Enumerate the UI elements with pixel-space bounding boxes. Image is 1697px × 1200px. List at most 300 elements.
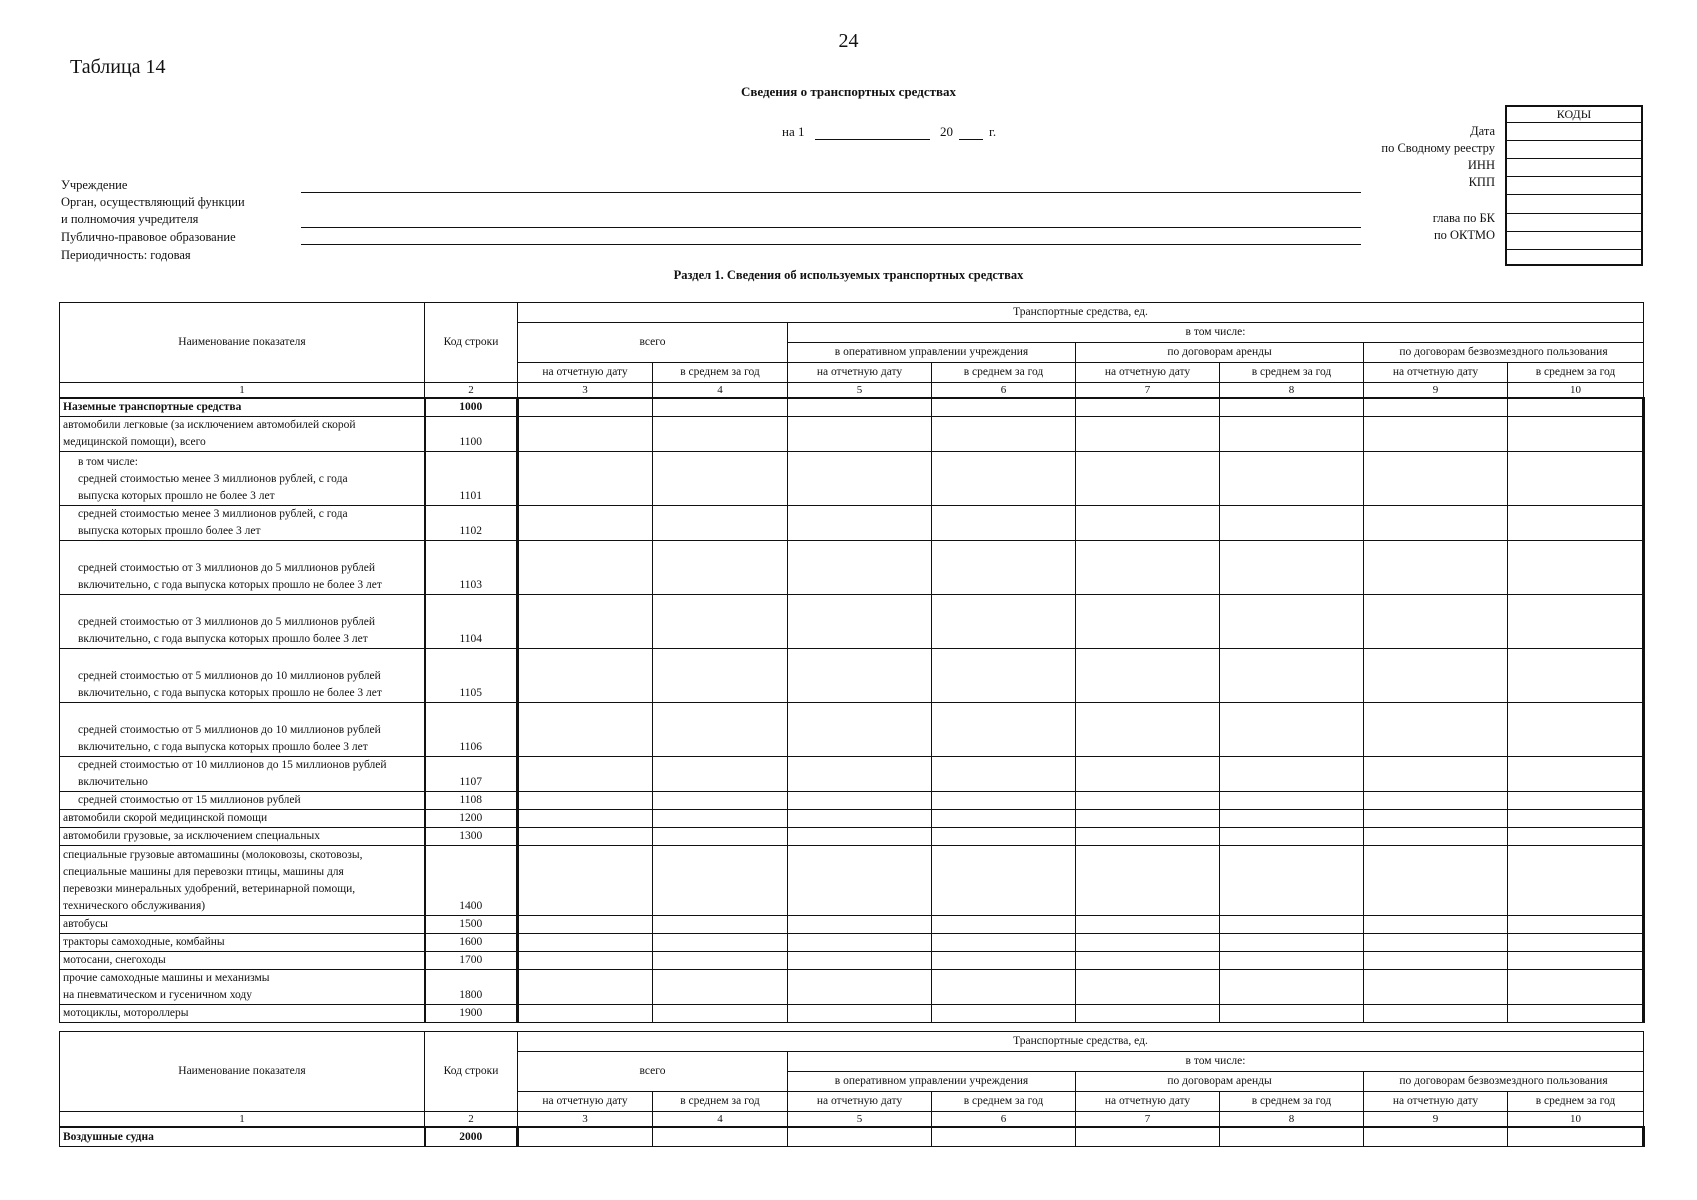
row-name-line: перевозки минеральных удобрений, ветеринарной помощи, <box>63 883 356 895</box>
row-name <box>60 417 425 452</box>
data-cell-col-7[interactable] <box>1076 541 1220 595</box>
data-cell-col-4[interactable] <box>653 846 788 916</box>
data-cell-col-6[interactable] <box>932 703 1076 757</box>
data-cell-col-8[interactable] <box>1220 1005 1364 1023</box>
row-name-line: включительно, с года выпуска которых прошло более 3 лет <box>78 633 368 645</box>
data-cell-col-7[interactable] <box>1076 810 1220 828</box>
data-cell-col-8[interactable] <box>1220 595 1364 649</box>
free-use-header: по договорам безвозмездного пользования <box>1364 343 1644 363</box>
aircraft-subheader-col-9: на отчетную дату <box>1364 1092 1508 1112</box>
data-cell-col-6[interactable] <box>932 757 1076 792</box>
row-code: 1104 <box>425 595 518 649</box>
aircraft-total-header: всего <box>518 1052 788 1092</box>
data-cell-col-4[interactable] <box>653 649 788 703</box>
codes-header: КОДЫ <box>1507 107 1641 123</box>
data-cell-col-4[interactable] <box>653 1127 788 1146</box>
data-cell-col-3[interactable] <box>518 506 653 541</box>
operational-header: в оперативном управлении учреждения <box>788 343 1076 363</box>
data-cell-col-8[interactable] <box>1220 792 1364 810</box>
row-code: 1103 <box>425 541 518 595</box>
row-code: 1102 <box>425 506 518 541</box>
data-cell-col-10[interactable] <box>1508 934 1644 952</box>
row-name-line: выпуска которых прошло более 3 лет <box>78 525 261 537</box>
data-cell-col-3[interactable] <box>518 398 653 417</box>
data-cell-col-8[interactable] <box>1220 757 1364 792</box>
table-row <box>60 541 1644 595</box>
table-row <box>60 398 1644 417</box>
data-cell-col-4[interactable] <box>653 506 788 541</box>
data-cell-col-3[interactable] <box>518 846 653 916</box>
data-cell-col-8[interactable] <box>1220 828 1364 846</box>
data-cell-col-10[interactable] <box>1508 417 1644 452</box>
data-cell-col-7[interactable] <box>1076 703 1220 757</box>
row-name-line: тракторы самоходные, комбайны <box>63 936 225 948</box>
data-cell-col-4[interactable] <box>653 541 788 595</box>
institution-field[interactable] <box>301 192 1361 193</box>
data-cell-col-6[interactable] <box>932 595 1076 649</box>
row-code: 1107 <box>425 757 518 792</box>
codes-cell-bk[interactable] <box>1507 214 1641 232</box>
data-cell-col-10[interactable] <box>1508 452 1644 506</box>
data-cell-col-10[interactable] <box>1508 810 1644 828</box>
data-cell-col-4[interactable] <box>653 757 788 792</box>
row-name-line: средней стоимостью от 3 миллионов до 5 миллионов рублей <box>78 616 376 628</box>
aircraft-subheader-col-4: в среднем за год <box>653 1092 788 1112</box>
data-cell-col-8[interactable] <box>1220 846 1364 916</box>
aircraft-row-code-header: Код строки <box>425 1032 518 1112</box>
row-name-line: мотосани, снегоходы <box>63 954 166 966</box>
col-number-8: 8 <box>1220 383 1364 399</box>
data-cell-col-7[interactable] <box>1076 595 1220 649</box>
data-cell-col-7[interactable] <box>1076 398 1220 417</box>
row-name-line: мотоциклы, мотороллеры <box>63 1007 189 1019</box>
data-cell-col-3[interactable] <box>518 595 653 649</box>
row-name <box>60 757 425 792</box>
data-cell-col-5[interactable] <box>788 595 932 649</box>
codes-label-bk: глава по БК <box>1432 211 1495 225</box>
col-number-10: 10 <box>1508 383 1644 399</box>
row-code: 1100 <box>425 417 518 452</box>
row-code: 2000 <box>425 1127 518 1146</box>
data-cell-col-9[interactable] <box>1364 595 1508 649</box>
data-cell-col-6[interactable] <box>932 828 1076 846</box>
row-code: 1300 <box>425 828 518 846</box>
data-cell-col-9[interactable] <box>1364 452 1508 506</box>
data-cell-col-6[interactable] <box>932 452 1076 506</box>
data-cell-col-3[interactable] <box>518 792 653 810</box>
row-code: 1200 <box>425 810 518 828</box>
data-cell-col-10[interactable] <box>1508 595 1644 649</box>
codes-cell-extra[interactable] <box>1507 250 1641 264</box>
row-code: 1101 <box>425 452 518 506</box>
data-cell-col-6[interactable] <box>932 649 1076 703</box>
data-cell-col-7[interactable] <box>1076 952 1220 970</box>
row-name-line: автомобили скорой медицинской помощи <box>63 812 268 824</box>
data-cell-col-5[interactable] <box>788 649 932 703</box>
data-cell-col-7[interactable] <box>1076 417 1220 452</box>
data-cell-col-9[interactable] <box>1364 952 1508 970</box>
data-cell-col-3[interactable] <box>518 952 653 970</box>
data-cell-col-10[interactable] <box>1508 506 1644 541</box>
data-cell-col-6[interactable] <box>932 792 1076 810</box>
data-cell-col-6[interactable] <box>932 846 1076 916</box>
row-name <box>60 846 425 916</box>
data-cell-col-3[interactable] <box>518 541 653 595</box>
data-cell-col-10[interactable] <box>1508 541 1644 595</box>
page-number: 24 <box>838 30 859 52</box>
aircraft-col-number-3: 3 <box>518 1112 653 1128</box>
aircraft-including-header: в том числе: <box>788 1052 1644 1072</box>
data-cell-col-9[interactable] <box>1364 649 1508 703</box>
data-cell-col-6[interactable] <box>932 417 1076 452</box>
data-cell-col-9[interactable] <box>1364 398 1508 417</box>
table-label: Таблица 14 <box>70 56 166 78</box>
data-cell-col-7[interactable] <box>1076 828 1220 846</box>
row-code: 1000 <box>425 398 518 417</box>
data-cell-col-10[interactable] <box>1508 792 1644 810</box>
row-name-line: включительно, с года выпуска которых прошло не более 3 лет <box>78 579 382 591</box>
codes-label-kpp: КПП <box>1468 175 1495 189</box>
data-cell-col-4[interactable] <box>653 1005 788 1023</box>
data-cell-col-3[interactable] <box>518 916 653 934</box>
data-cell-col-5[interactable] <box>788 952 932 970</box>
date-year-prefix: 20 <box>940 124 953 139</box>
table-row <box>60 916 1644 934</box>
public-entity-label: Публично-правовое образование <box>61 230 236 244</box>
row-code: 1105 <box>425 649 518 703</box>
data-cell-col-7[interactable] <box>1076 970 1220 1005</box>
data-cell-col-8[interactable] <box>1220 1127 1364 1146</box>
data-cell-col-8[interactable] <box>1220 703 1364 757</box>
data-cell-col-9[interactable] <box>1364 916 1508 934</box>
row-name-line: средней стоимостью от 3 миллионов до 5 миллионов рублей <box>78 562 376 574</box>
data-cell-col-4[interactable] <box>653 916 788 934</box>
aircraft-table <box>59 1031 1645 1147</box>
data-cell-col-10[interactable] <box>1508 970 1644 1005</box>
row-name-line: автомобили легковые (за исключением автомобилей скорой <box>63 419 356 431</box>
table-row <box>60 810 1644 828</box>
data-cell-col-8[interactable] <box>1220 541 1364 595</box>
data-cell-col-6[interactable] <box>932 952 1076 970</box>
aircraft-subheader-col-6: в среднем за год <box>932 1092 1076 1112</box>
data-cell-col-5[interactable] <box>788 757 932 792</box>
row-name <box>60 1005 425 1023</box>
col-number-4: 4 <box>653 383 788 399</box>
data-cell-col-7[interactable] <box>1076 506 1220 541</box>
data-cell-col-5[interactable] <box>788 398 932 417</box>
data-cell-col-7[interactable] <box>1076 649 1220 703</box>
aircraft-col-number-9: 9 <box>1364 1112 1508 1128</box>
subheader-col-3: на отчетную дату <box>518 363 653 383</box>
row-name-line: Воздушные судна <box>63 1130 154 1143</box>
aircraft-col-number-5: 5 <box>788 1112 932 1128</box>
data-cell-col-9[interactable] <box>1364 541 1508 595</box>
subheader-col-8: в среднем за год <box>1220 363 1364 383</box>
row-name <box>60 595 425 649</box>
date-year-field[interactable] <box>959 139 983 140</box>
data-cell-col-3[interactable] <box>518 417 653 452</box>
aircraft-subheader-col-3: на отчетную дату <box>518 1092 653 1112</box>
data-cell-col-4[interactable] <box>653 934 788 952</box>
col-number-5: 5 <box>788 383 932 399</box>
data-cell-col-3[interactable] <box>518 810 653 828</box>
data-cell-col-4[interactable] <box>653 595 788 649</box>
date-prefix: на 1 <box>782 124 805 139</box>
row-name-line: в том числе: <box>78 456 138 468</box>
data-cell-col-10[interactable] <box>1508 846 1644 916</box>
data-cell-col-5[interactable] <box>788 452 932 506</box>
data-cell-col-9[interactable] <box>1364 828 1508 846</box>
codes-cell-oktmo[interactable] <box>1507 232 1641 250</box>
row-code: 1700 <box>425 952 518 970</box>
row-code: 1108 <box>425 792 518 810</box>
data-cell-col-10[interactable] <box>1508 398 1644 417</box>
data-cell-col-9[interactable] <box>1364 1127 1508 1146</box>
codes-cell-inn[interactable] <box>1507 159 1641 177</box>
row-name-line: автобусы <box>63 918 108 930</box>
subheader-col-10: в среднем за год <box>1508 363 1644 383</box>
data-cell-col-5[interactable] <box>788 970 932 1005</box>
row-name-line: включительно, с года выпуска которых прошло не более 3 лет <box>78 687 382 699</box>
codes-label-registry: по Сводному реестру <box>1381 141 1495 155</box>
total-header: всего <box>518 323 788 363</box>
col-number-1: 1 <box>60 383 425 399</box>
subheader-col-6: в среднем за год <box>932 363 1076 383</box>
data-cell-col-7[interactable] <box>1076 846 1220 916</box>
row-name <box>60 792 425 810</box>
aircraft-indicator-header: Наименование показателя <box>60 1032 425 1112</box>
data-cell-col-4[interactable] <box>653 828 788 846</box>
data-cell-col-9[interactable] <box>1364 757 1508 792</box>
data-cell-col-3[interactable] <box>518 1005 653 1023</box>
codes-cell-date[interactable] <box>1507 123 1641 141</box>
aircraft-free-use-header: по договорам безвозмездного пользования <box>1364 1072 1644 1092</box>
data-cell-col-4[interactable] <box>653 452 788 506</box>
data-cell-col-6[interactable] <box>932 398 1076 417</box>
codes-label-oktmo: по ОКТМО <box>1433 228 1495 242</box>
data-cell-col-8[interactable] <box>1220 452 1364 506</box>
data-cell-col-9[interactable] <box>1364 417 1508 452</box>
periodicity-label: Периодичность: годовая <box>61 248 191 262</box>
row-name <box>60 703 425 757</box>
date-day-field[interactable] <box>815 139 930 140</box>
aircraft-lease-header: по договорам аренды <box>1076 1072 1364 1092</box>
row-name <box>60 398 425 417</box>
aircraft-subheader-col-7: на отчетную дату <box>1076 1092 1220 1112</box>
data-cell-col-5[interactable] <box>788 1127 932 1146</box>
row-name-line: средней стоимостью от 10 миллионов до 15 миллионов рублей <box>78 759 387 771</box>
subheader-col-4: в среднем за год <box>653 363 788 383</box>
data-cell-col-6[interactable] <box>932 916 1076 934</box>
row-name <box>60 506 425 541</box>
row-code: 1400 <box>425 846 518 916</box>
data-cell-col-8[interactable] <box>1220 398 1364 417</box>
subheader-col-9: на отчетную дату <box>1364 363 1508 383</box>
data-cell-col-6[interactable] <box>932 1005 1076 1023</box>
table-row <box>60 792 1644 810</box>
aircraft-col-number-7: 7 <box>1076 1112 1220 1128</box>
row-name <box>60 452 425 506</box>
aircraft-col-number-8: 8 <box>1220 1112 1364 1128</box>
data-cell-col-8[interactable] <box>1220 649 1364 703</box>
data-cell-col-9[interactable] <box>1364 846 1508 916</box>
data-cell-col-10[interactable] <box>1508 952 1644 970</box>
table-row <box>60 846 1644 916</box>
aircraft-col-number-6: 6 <box>932 1112 1076 1128</box>
data-cell-col-7[interactable] <box>1076 916 1220 934</box>
codes-cell-kpp[interactable] <box>1507 177 1641 195</box>
public-entity-field[interactable] <box>301 244 1361 245</box>
row-name <box>60 828 425 846</box>
row-name-line: технического обслуживания) <box>63 900 206 912</box>
subheader-col-7: на отчетную дату <box>1076 363 1220 383</box>
data-cell-col-5[interactable] <box>788 703 932 757</box>
codes-label-inn: ИНН <box>1467 158 1495 172</box>
data-cell-col-6[interactable] <box>932 541 1076 595</box>
row-name-line: выпуска которых прошло не более 3 лет <box>78 490 275 502</box>
data-cell-col-4[interactable] <box>653 417 788 452</box>
table-row <box>60 934 1644 952</box>
data-cell-col-10[interactable] <box>1508 916 1644 934</box>
data-cell-col-10[interactable] <box>1508 1005 1644 1023</box>
data-cell-col-3[interactable] <box>518 452 653 506</box>
row-code: 1500 <box>425 916 518 934</box>
data-cell-col-8[interactable] <box>1220 417 1364 452</box>
aircraft-col-number-10: 10 <box>1508 1112 1644 1128</box>
col-number-2: 2 <box>425 383 518 399</box>
row-name <box>60 934 425 952</box>
date-suffix: г. <box>989 124 997 139</box>
data-cell-col-6[interactable] <box>932 810 1076 828</box>
data-cell-col-6[interactable] <box>932 970 1076 1005</box>
row-name-line: автомобили грузовые, за исключением специальных <box>63 830 320 842</box>
form-title: Сведения о транспортных средствах <box>740 84 957 99</box>
data-cell-col-4[interactable] <box>653 810 788 828</box>
data-cell-col-5[interactable] <box>788 846 932 916</box>
founder-label-line1: Орган, осуществляющий функции <box>61 195 245 209</box>
data-cell-col-3[interactable] <box>518 1127 653 1146</box>
table-row <box>60 952 1644 970</box>
aircraft-operational-header: в оперативном управлении учреждения <box>788 1072 1076 1092</box>
data-cell-col-5[interactable] <box>788 934 932 952</box>
data-cell-col-7[interactable] <box>1076 934 1220 952</box>
data-cell-col-8[interactable] <box>1220 916 1364 934</box>
data-cell-col-4[interactable] <box>653 703 788 757</box>
table-row <box>60 417 1644 452</box>
data-cell-col-5[interactable] <box>788 916 932 934</box>
data-cell-col-5[interactable] <box>788 541 932 595</box>
table-row <box>60 595 1644 649</box>
lease-header: по договорам аренды <box>1076 343 1364 363</box>
col-number-3: 3 <box>518 383 653 399</box>
data-cell-col-9[interactable] <box>1364 792 1508 810</box>
data-cell-col-6[interactable] <box>932 1127 1076 1146</box>
data-cell-col-4[interactable] <box>653 952 788 970</box>
aircraft-subheader-col-5: на отчетную дату <box>788 1092 932 1112</box>
data-cell-col-7[interactable] <box>1076 792 1220 810</box>
data-cell-col-4[interactable] <box>653 398 788 417</box>
row-name-line: средней стоимостью от 15 миллионов рублей <box>78 794 301 806</box>
col-number-6: 6 <box>932 383 1076 399</box>
data-cell-col-3[interactable] <box>518 934 653 952</box>
data-cell-col-3[interactable] <box>518 649 653 703</box>
table-row <box>60 970 1644 1005</box>
data-cell-col-9[interactable] <box>1364 1005 1508 1023</box>
row-name <box>60 952 425 970</box>
data-cell-col-10[interactable] <box>1508 1127 1644 1146</box>
aircraft-col-number-2: 2 <box>425 1112 518 1128</box>
data-cell-col-5[interactable] <box>788 810 932 828</box>
data-cell-col-9[interactable] <box>1364 703 1508 757</box>
data-cell-col-9[interactable] <box>1364 934 1508 952</box>
data-cell-col-10[interactable] <box>1508 828 1644 846</box>
data-cell-col-5[interactable] <box>788 828 932 846</box>
aircraft-subheader-col-10: в среднем за год <box>1508 1092 1644 1112</box>
data-cell-col-9[interactable] <box>1364 506 1508 541</box>
row-name-line: прочие самоходные машины и механизмы <box>63 972 270 984</box>
table-row <box>60 649 1644 703</box>
data-cell-col-5[interactable] <box>788 792 932 810</box>
row-name-line: средней стоимостью от 5 миллионов до 10 миллионов рублей <box>78 724 381 736</box>
row-name <box>60 916 425 934</box>
data-cell-col-8[interactable] <box>1220 810 1364 828</box>
data-cell-col-8[interactable] <box>1220 506 1364 541</box>
institution-label: Учреждение <box>61 178 128 192</box>
data-cell-col-4[interactable] <box>653 792 788 810</box>
data-cell-col-7[interactable] <box>1076 1005 1220 1023</box>
data-cell-col-9[interactable] <box>1364 970 1508 1005</box>
aircraft-subheader-col-8: в среднем за год <box>1220 1092 1364 1112</box>
aircraft-col-number-1: 1 <box>60 1112 425 1128</box>
codes-cell-registry[interactable] <box>1507 141 1641 159</box>
data-cell-col-4[interactable] <box>653 970 788 1005</box>
founder-label-line2: и полномочия учредителя <box>61 212 199 226</box>
founder-field[interactable] <box>301 227 1361 228</box>
data-cell-col-10[interactable] <box>1508 757 1644 792</box>
codes-cell-blank[interactable] <box>1507 195 1641 214</box>
row-code: 1600 <box>425 934 518 952</box>
data-cell-col-5[interactable] <box>788 417 932 452</box>
col-number-9: 9 <box>1364 383 1508 399</box>
row-name-line: специальные грузовые автомашины (молоковозы, скотовозы, <box>63 849 363 861</box>
row-code: 1900 <box>425 1005 518 1023</box>
data-cell-col-10[interactable] <box>1508 649 1644 703</box>
data-cell-col-8[interactable] <box>1220 952 1364 970</box>
data-cell-col-5[interactable] <box>788 1005 932 1023</box>
data-cell-col-3[interactable] <box>518 757 653 792</box>
table-row <box>60 1127 1644 1146</box>
data-cell-col-10[interactable] <box>1508 703 1644 757</box>
data-cell-col-5[interactable] <box>788 506 932 541</box>
row-name-line: включительно, с года выпуска которых прошло более 3 лет <box>78 741 368 753</box>
data-cell-col-3[interactable] <box>518 828 653 846</box>
data-cell-col-8[interactable] <box>1220 934 1364 952</box>
table-row <box>60 828 1644 846</box>
data-cell-col-7[interactable] <box>1076 452 1220 506</box>
data-cell-col-9[interactable] <box>1364 810 1508 828</box>
data-cell-col-3[interactable] <box>518 703 653 757</box>
aircraft-vehicles-units-header: Транспортные средства, ед. <box>518 1032 1644 1052</box>
data-cell-col-3[interactable] <box>518 970 653 1005</box>
data-cell-col-8[interactable] <box>1220 970 1364 1005</box>
vehicles-units-header: Транспортные средства, ед. <box>518 303 1644 323</box>
data-cell-col-6[interactable] <box>932 934 1076 952</box>
row-code: 1106 <box>425 703 518 757</box>
indicator-header: Наименование показателя <box>60 303 425 383</box>
data-cell-col-7[interactable] <box>1076 757 1220 792</box>
data-cell-col-6[interactable] <box>932 506 1076 541</box>
data-cell-col-7[interactable] <box>1076 1127 1220 1146</box>
